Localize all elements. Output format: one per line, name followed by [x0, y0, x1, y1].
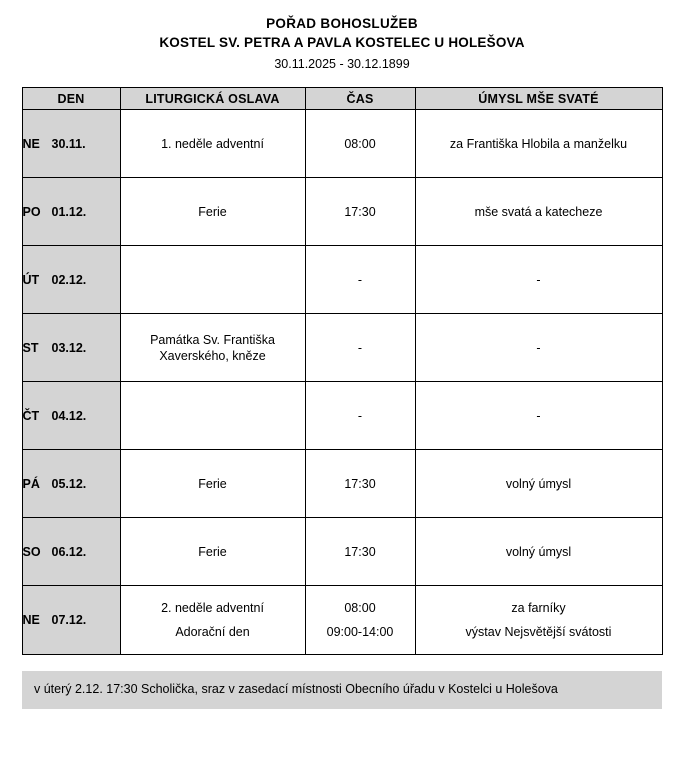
row-time-cell: [305, 586, 415, 655]
row-liturgy-cell: [120, 586, 305, 655]
table-row: [22, 110, 662, 178]
row-date: 04.12.: [51, 408, 87, 423]
row-day-cell: [22, 382, 120, 450]
table-header-row: [22, 88, 662, 110]
row-liturgy-cell: 1. neděle adventní: [120, 110, 305, 178]
row-date: 03.12.: [51, 340, 87, 355]
row-day-cell: [22, 586, 120, 655]
row-liturgy-cell: Památka Sv. Františka Xaverského, kněze: [120, 314, 305, 382]
footer-note: v úterý 2.12. 17:30 Scholička, sraz v zasedací místnosti Obecního úřadu v Kostelci u Holešova: [22, 671, 662, 709]
row-time-cell: 08:00: [305, 110, 415, 178]
row-dow: PO: [22, 204, 41, 219]
row-dow: PÁ: [22, 476, 40, 491]
table-row: [22, 586, 662, 655]
table-row: [22, 246, 662, 314]
table-header: [22, 88, 662, 110]
date-range: 30.11.2025 - 30.12.1899: [274, 57, 410, 71]
row-date: 02.12.: [51, 272, 87, 287]
page-title: POŘAD BOHOSLUŽEB: [266, 16, 418, 31]
row-date: 05.12.: [51, 476, 87, 491]
row-day-cell: [22, 314, 120, 382]
row-time-cell: -: [305, 382, 415, 450]
row-liturgy-cell: Ferie: [120, 518, 305, 586]
row-intention-cell: volný úmysl: [415, 518, 662, 586]
schedule-table: [22, 87, 663, 655]
row-intention-primary: za farníky: [511, 601, 566, 615]
row-time-cell: -: [305, 314, 415, 382]
row-date: 01.12.: [51, 204, 87, 219]
row-time-cell: -: [305, 246, 415, 314]
row-intention-cell: mše svatá a katecheze: [415, 178, 662, 246]
row-dow: SO: [22, 544, 41, 559]
document-header: [0, 0, 684, 74]
row-day-cell: [22, 110, 120, 178]
table-row: [22, 450, 662, 518]
row-liturgy-cell: Ferie: [120, 450, 305, 518]
row-intention-secondary: výstav Nejsvětější svátosti: [465, 625, 612, 639]
row-dow: ČT: [22, 408, 40, 423]
row-liturgy-cell: Ferie: [120, 178, 305, 246]
row-dow: ÚT: [22, 272, 40, 287]
row-time-cell: 17:30: [305, 450, 415, 518]
table-row: [22, 178, 662, 246]
row-liturgy-secondary: Adorační den: [175, 625, 250, 639]
row-date: 30.11.: [51, 136, 86, 151]
row-dow: NE: [22, 136, 40, 151]
table-row: [22, 382, 662, 450]
row-date: 07.12.: [51, 613, 87, 627]
row-day-cell: [22, 518, 120, 586]
row-intention-cell: volný úmysl: [415, 450, 662, 518]
column-header-time: ČAS: [305, 88, 415, 110]
row-liturgy-primary: 2. neděle adventní: [161, 601, 264, 615]
row-intention-cell: -: [415, 382, 662, 450]
row-day-cell: [22, 178, 120, 246]
row-liturgy-cell: [120, 382, 305, 450]
page-subtitle: KOSTEL SV. PETRA A PAVLA KOSTELEC U HOLEŠOVA: [159, 35, 525, 50]
row-day-cell: [22, 450, 120, 518]
row-time-secondary: 09:00-14:00: [326, 625, 394, 639]
table-row: [22, 518, 662, 586]
row-dow: ST: [22, 340, 39, 355]
row-dow: NE: [22, 613, 40, 627]
column-header-liturgy: LITURGICKÁ OSLAVA: [120, 88, 305, 110]
column-header-day: DEN: [22, 88, 120, 110]
table-row: [22, 314, 662, 382]
row-intention-cell: za Františka Hlobila a manželku: [415, 110, 662, 178]
row-time-cell: 17:30: [305, 178, 415, 246]
row-liturgy-cell: [120, 246, 305, 314]
table-body: [22, 110, 662, 655]
row-intention-cell: -: [415, 314, 662, 382]
row-day-cell: [22, 246, 120, 314]
row-intention-cell: [415, 586, 662, 655]
row-date: 06.12.: [51, 544, 87, 559]
row-time-cell: 17:30: [305, 518, 415, 586]
column-header-intention: ÚMYSL MŠE SVATÉ: [415, 88, 662, 110]
row-intention-cell: -: [415, 246, 662, 314]
row-time-primary: 08:00: [344, 601, 376, 615]
